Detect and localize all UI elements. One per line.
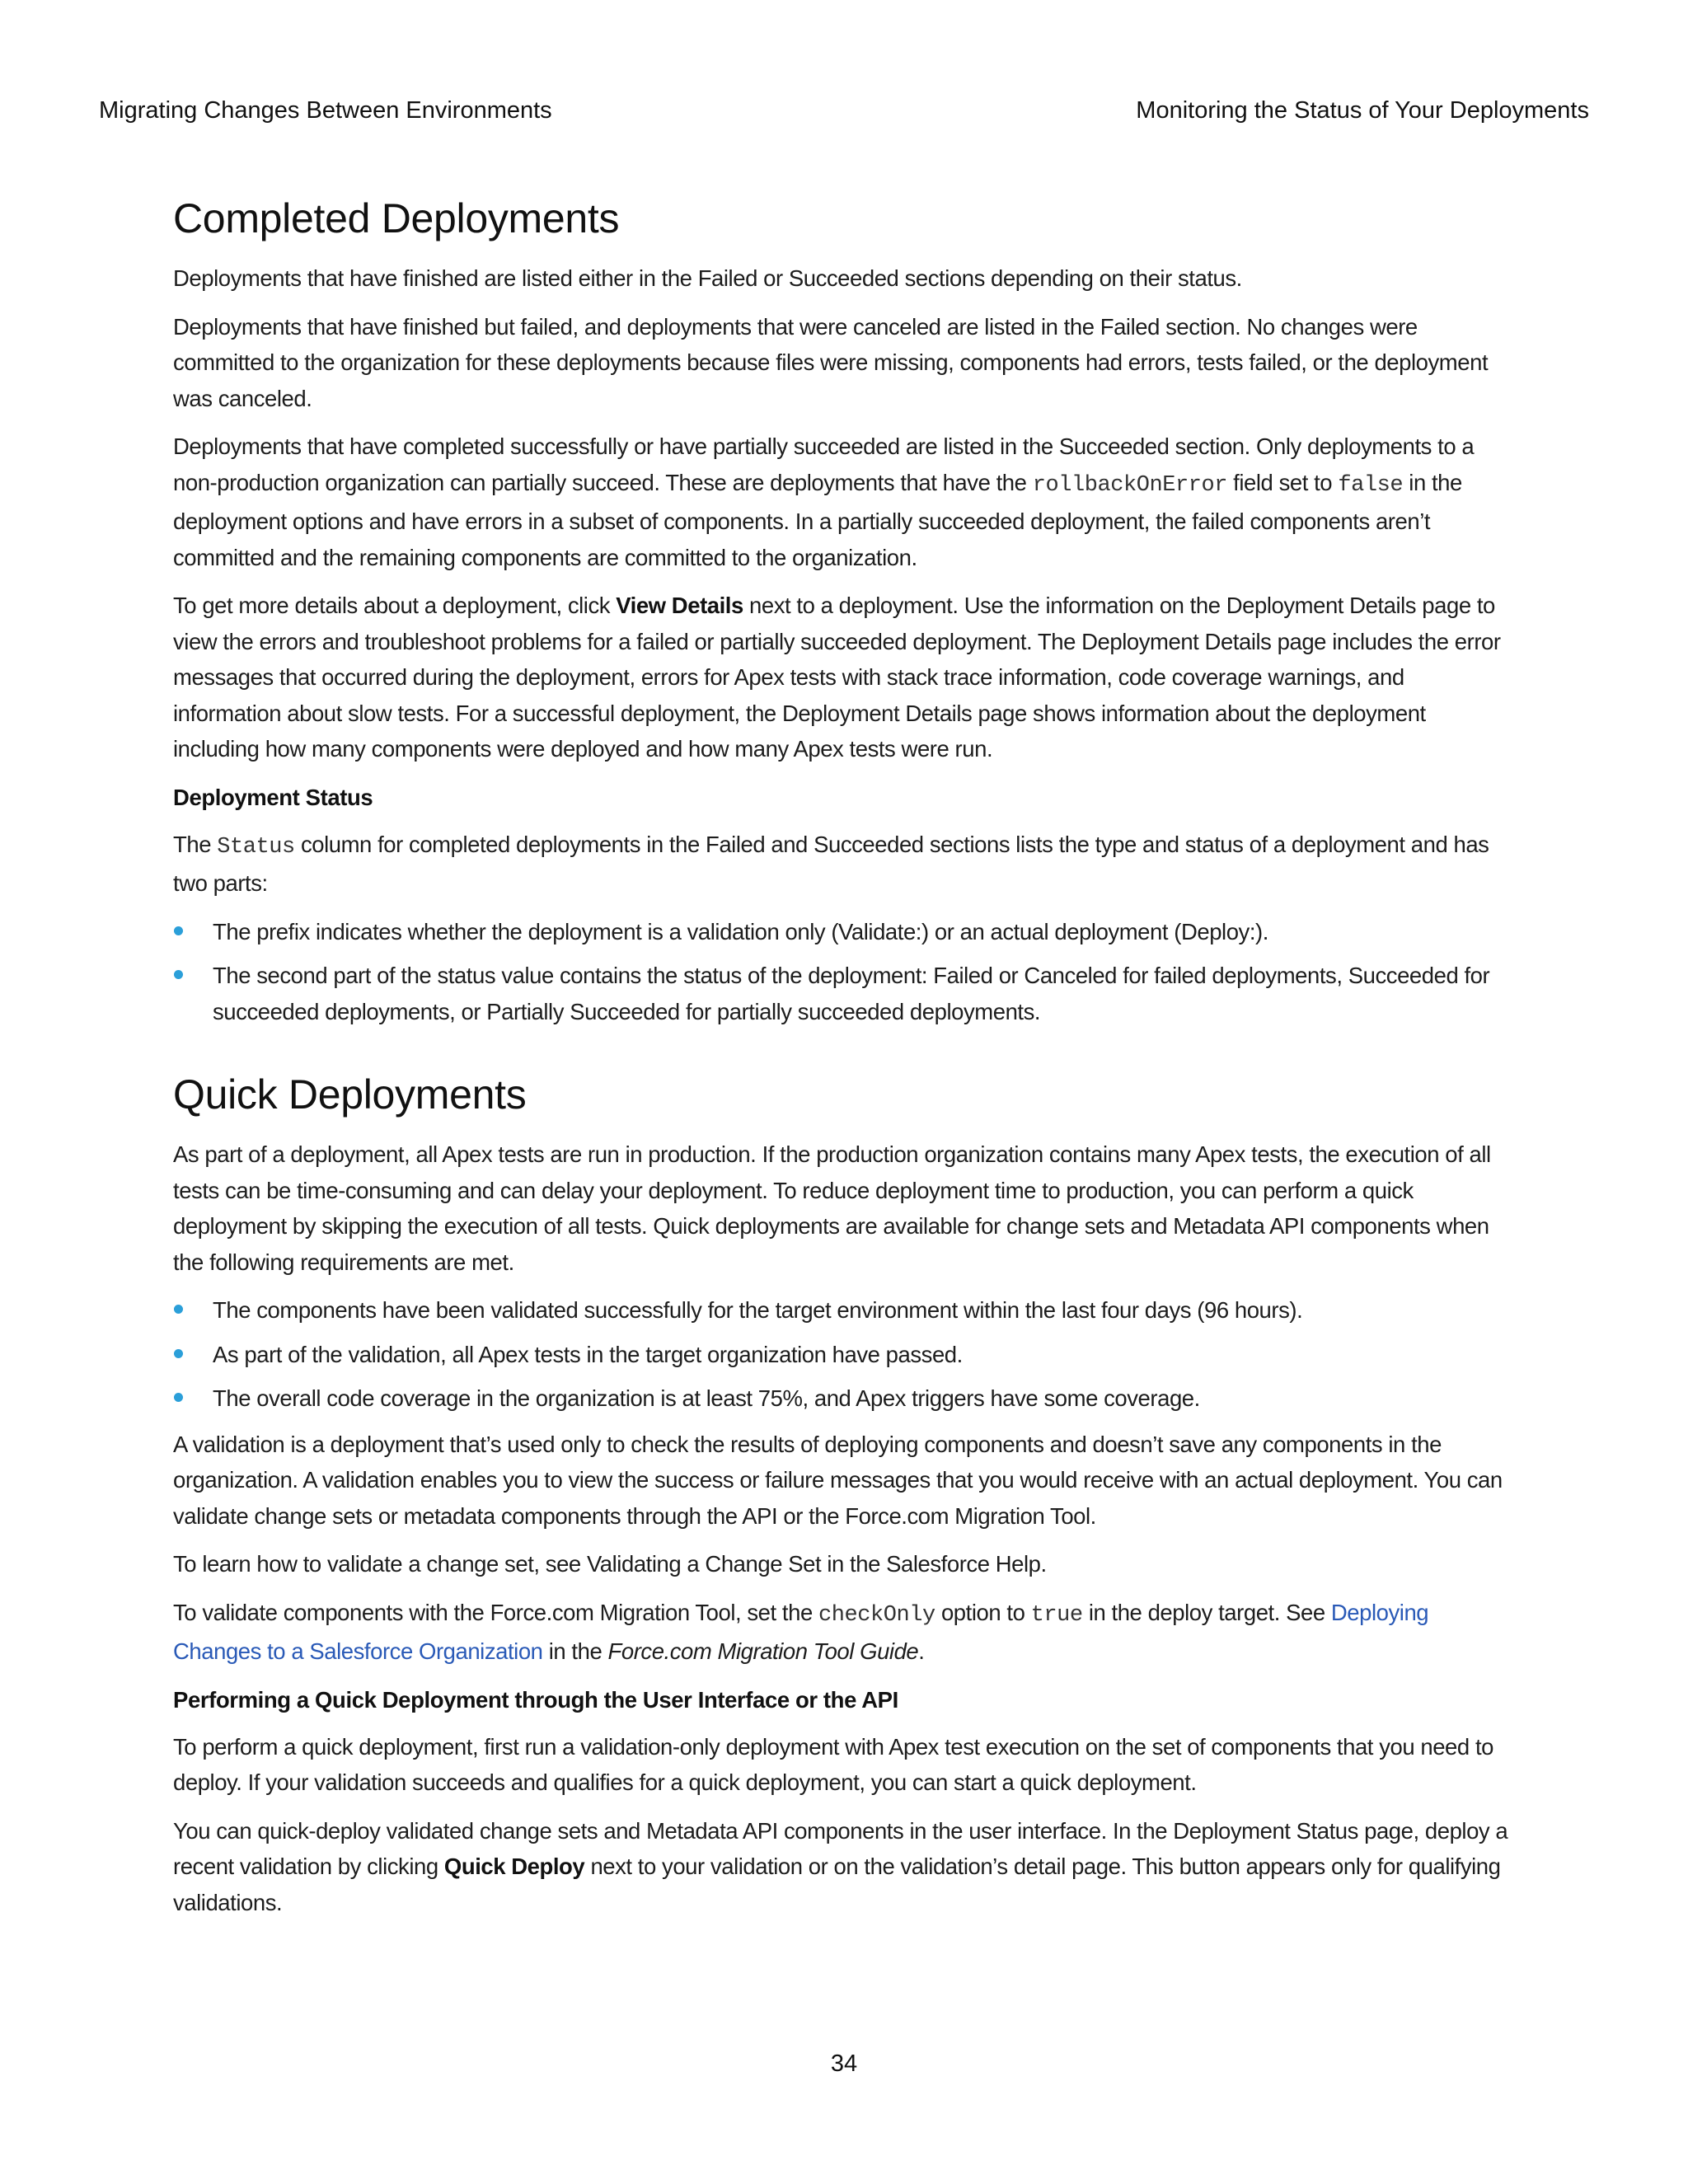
ui-term-view-details: View Details: [616, 593, 743, 618]
bullet-icon: [174, 1393, 183, 1402]
list-item: The overall code coverage in the organization is at least 75%, and Apex triggers have some coverage.: [173, 1380, 1517, 1417]
heading-completed-deployments: Completed Deployments: [173, 195, 620, 241]
bullet-list: [173, 914, 1517, 1030]
subheading-deployment-status: Deployment Status: [173, 784, 373, 810]
code-rollbackonerror: rollbackOnError: [1032, 472, 1227, 498]
list-item: As part of the validation, all Apex tests in the target organization have passed.: [173, 1337, 1517, 1373]
bullet-icon: [174, 1305, 183, 1314]
code-true: true: [1030, 1602, 1083, 1628]
list-item: The second part of the status value contains the status of the deployment: Failed or Canceled for failed deployments, Succeeded for succeeded deployments, or Partially Succeeded for partially succeeded deployments.: [173, 958, 1517, 1029]
header-chapter-title: Migrating Changes Between Environments: [99, 97, 552, 124]
paragraph: To get more details about a deployment, click View Details next to a deployment. Use the information on the Deployment Details page to view the errors and troubleshoot problems for a failed or partially succeeded deployment. The Deployment Details page includes the error messages that occurred during the deployment, errors for Apex tests with stack trace information, code coverage warnings, and information about slow tests. For a successful deployment, the Deployment Details page shows information about the deployment including how many components were deployed and how many Apex tests were run.: [173, 593, 1501, 762]
paragraph: Deployments that have finished but failed, and deployments that were canceled are listed in the Failed section. No changes were committed to the organization for these deployments because files were missing, components had errors, tests failed, or the deployment was canceled.: [173, 313, 1489, 411]
paragraph: To validate components with the Force.com Migration Tool, set the checkOnly option to true in the deploy target. See Deploying Changes to a Salesforce Organization in the Force.com Migration Tool Guide.: [173, 1599, 1429, 1664]
list-item: The components have been validated successfully for the target environment within the last four days (96 hours).: [173, 1292, 1517, 1329]
link-deploying-changes[interactable]: Deploying Changes to a Salesforce Organization: [173, 1599, 1429, 1664]
paragraph: To perform a quick deployment, first run a validation-only deployment with Apex test execution on the set of components that you need to deploy. If your validation succeeds and qualifies for a quick deployment, you can start a quick deployment.: [173, 1733, 1493, 1795]
paragraph: As part of a deployment, all Apex tests are run in production. If the production organization contains many Apex tests, the execution of all tests can be time-consuming and can delay your deployment. To reduce deployment time to production, you can perform a quick deployment by skipping the execution of all tests. Quick deployments are available for change sets and Metadata API components when the following requirements are met.: [173, 1141, 1491, 1275]
page-header: [99, 97, 1589, 134]
paragraph: The Status column for completed deployments in the Failed and Succeeded sections lists the type and status of a deployment and has two parts:: [173, 831, 1489, 896]
code-status: Status: [217, 834, 295, 860]
ui-term-quick-deploy: Quick Deploy: [443, 1854, 585, 1879]
code-false: false: [1338, 472, 1404, 498]
list-item: The prefix indicates whether the deployment is a validation only (Validate:) or an actual deployment (Deploy:).: [173, 914, 1517, 950]
bullet-list: [173, 1292, 1517, 1417]
page-number: 34: [830, 2050, 858, 2077]
guide-title: Force.com Migration Tool Guide: [607, 1638, 919, 1664]
paragraph: To learn how to validate a change set, see Validating a Change Set in the Salesforce Help.: [173, 1551, 1047, 1577]
bullet-icon: [174, 970, 183, 979]
paragraph: Deployments that have completed successfully or have partially succeeded are listed in the Succeeded section. Only deployments to a non-production organization can partially succeed. These are deployments that have the rollbackOnError field set to false in the deployment options and have errors in a subset of components. In a partially succeeded deployment, the failed components aren’t committed and the remaining components are committed to the organization.: [173, 434, 1475, 570]
page-content: [173, 194, 1517, 1933]
bullet-icon: [174, 926, 183, 935]
heading-quick-deployments: Quick Deployments: [173, 1071, 527, 1118]
code-checkonly: checkOnly: [818, 1602, 935, 1628]
subheading-performing-quick-deployment: Performing a Quick Deployment through the User Interface or the API: [173, 1686, 898, 1713]
bullet-icon: [174, 1349, 183, 1358]
paragraph: Deployments that have finished are listed either in the Failed or Succeeded sections depending on their status.: [173, 265, 1242, 291]
paragraph: A validation is a deployment that’s used only to check the results of deploying components and doesn’t save any components in the organization. A validation enables you to view the success or failure messages that you would receive with an actual deployment. You can validate change sets or metadata components through the API or the Force.com Migration Tool.: [173, 1431, 1503, 1529]
header-section-title: Monitoring the Status of Your Deployments: [1136, 97, 1589, 124]
paragraph: You can quick-deploy validated change sets and Metadata API components in the user interface. In the Deployment Status page, deploy a recent validation by clicking Quick Deploy next to your validation or on the validation’s detail page. This button appears only for qualifying validations.: [173, 1817, 1508, 1915]
